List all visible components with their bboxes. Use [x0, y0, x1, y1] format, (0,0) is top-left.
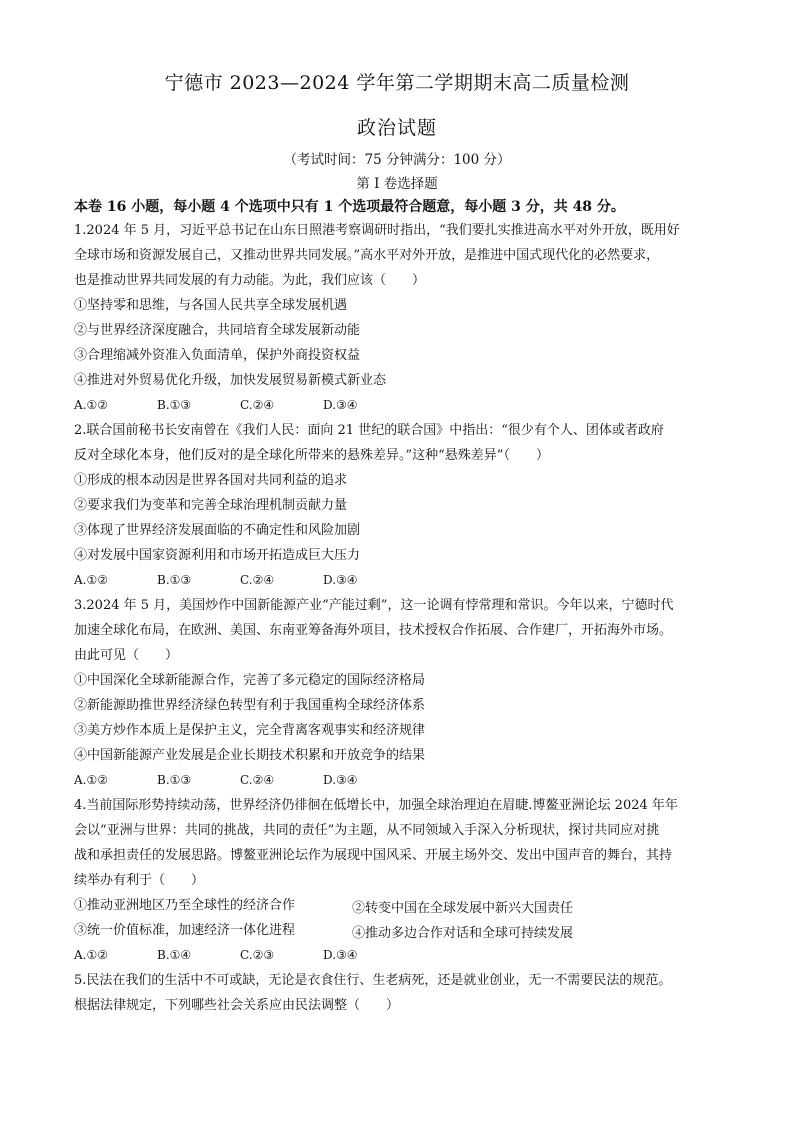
- q1-option: ④推进对外贸易优化升级，加快发展贸易新模式新业态: [74, 373, 387, 388]
- exam-title: 宁德市 2023—2024 学年第二学期期末高二质量检测: [164, 72, 630, 94]
- q2-answer-b: B.①③: [157, 573, 192, 587]
- q3-option: ③美方炒作本质上是保护主义，完全背离客观事实和经济规律: [74, 723, 426, 738]
- q3-stem-line: 加速全球化布局，在欧洲、美国、东南亚筹备海外项目，技术授权合作拓展、合作建厂，开拓海外市场。: [74, 623, 673, 638]
- q3-answer-d: D.③④: [323, 773, 358, 787]
- q4-answer-d: D.③④: [323, 948, 358, 962]
- q1-stem-line: 1.2024 年 5 月，习近平总书记在山东日照港考察调研时指出，“我们要扎实推进高水平对外开放，既用好: [74, 223, 680, 238]
- q4-option: ③统一价值标准，加速经济一体化进程: [74, 923, 296, 938]
- q1-stem-line: 也是推动世界共同发展的有力动能。为此，我们应该（ ）: [74, 273, 426, 288]
- q3-option: ①中国深化全球新能源合作，完善了多元稳定的国际经济格局: [74, 673, 426, 688]
- q2-answer-a: A.①②: [74, 573, 108, 587]
- q2-option: ④对发展中国家资源利用和市场开拓造成巨大压力: [74, 548, 361, 563]
- q4-answer-a: A.①②: [74, 948, 108, 962]
- q4-option: ①推动亚洲地区乃至全球性的经济合作: [74, 898, 296, 913]
- q2-stem-line: 2.联合国前秘书长安南曾在《我们人民：面向 21 世纪的联合国》中指出：“很少有个人、团体或者政府: [74, 423, 664, 438]
- q1-option: ③合理缩减外资准入负面清单，保护外商投资权益: [74, 348, 361, 363]
- q3-option: ④中国新能源产业发展是企业长期技术积累和开放竞争的结果: [74, 748, 426, 763]
- q2-option: ②要求我们为变革和完善全球治理机制贡献力量: [74, 498, 348, 513]
- q1-answer-b: B.①③: [157, 398, 192, 412]
- q5-stem-line: 根据法律规定，下列哪些社会关系应由民法调整（ ）: [74, 998, 400, 1013]
- q3-stem-line: 由此可见（ ）: [74, 648, 179, 663]
- section-instructions: 本卷 16 小题，每小题 4 个选项中只有 1 个选项最符合题意，每小题 3 分，共 48 分。: [74, 199, 625, 215]
- q4-answer-c: C.②③: [240, 948, 275, 962]
- q4-stem-line: 战和承担责任的发展思路。博鳌亚洲论坛作为展现中国风采、开展主场外交、发出中国声音的舞台，其持: [74, 848, 673, 863]
- q2-option: ③体现了世界经济发展面临的不确定性和风险加剧: [74, 523, 361, 538]
- q1-option: ①坚持零和思维，与各国人民共享全球发展机遇: [74, 298, 348, 313]
- q4-stem-line: 续举办有利于（ ）: [74, 873, 205, 888]
- q3-option: ②新能源助推世界经济绿色转型有利于我国重构全球经济体系: [74, 698, 426, 713]
- q2-option: ①形成的根本动因是世界各国对共同利益的追求: [74, 473, 348, 488]
- q2-stem-line: 反对全球化本身，他们反对的是全球化所带来的悬殊差异。”这种“悬殊差异”（ ）: [74, 448, 549, 463]
- q4-answer-b: B.①④: [157, 948, 192, 962]
- q1-option: ②与世界经济深度融合，共同培育全球发展新动能: [74, 323, 361, 338]
- section-heading: 第 I 卷选择题: [356, 176, 438, 192]
- q1-stem-line: 全球市场和资源发展自己，又推动世界共同发展。”高水平对外开放，是推进中国式现代化的必然要求，: [74, 248, 660, 263]
- q4-stem-line: 4.当前国际形势持续动荡，世界经济仍徘徊在低增长中，加强全球治理迫在眉睫.博鳌亚洲论坛 2024 年年: [74, 798, 678, 813]
- q2-answer-c: C.②④: [240, 573, 275, 587]
- q1-answer-c: C.②④: [240, 398, 275, 412]
- q5-stem-line: 5.民法在我们的生活中不可或缺，无论是衣食住行、生老病死，还是就业创业，无一不需要民法的规范。: [74, 973, 672, 988]
- q1-answer-d: D.③④: [323, 398, 358, 412]
- subject-title: 政治试题: [356, 117, 437, 139]
- q4-stem-line: 会以“亚洲与世界：共同的挑战，共同的责任”为主题，从不同领域入手深入分析现状，探讨共同应对挑: [74, 823, 660, 838]
- q2-answer-d: D.③④: [323, 573, 358, 587]
- q3-answer-b: B.①③: [157, 773, 192, 787]
- q4-option: ④推动多边合作对话和全球可持续发展: [352, 926, 574, 941]
- q3-answer-c: C.②④: [240, 773, 275, 787]
- q4-option: ②转变中国在全球发展中新兴大国责任: [352, 901, 574, 916]
- exam-info: （考试时间：75 分钟满分：100 分）: [283, 152, 511, 168]
- q1-answer-a: A.①②: [74, 398, 108, 412]
- q3-answer-a: A.①②: [74, 773, 108, 787]
- q3-stem-line: 3.2024 年 5 月，美国炒作中国新能源产业“产能过剩”，这一论调有悖常理和常识。今年以来，宁德时代: [74, 598, 674, 613]
